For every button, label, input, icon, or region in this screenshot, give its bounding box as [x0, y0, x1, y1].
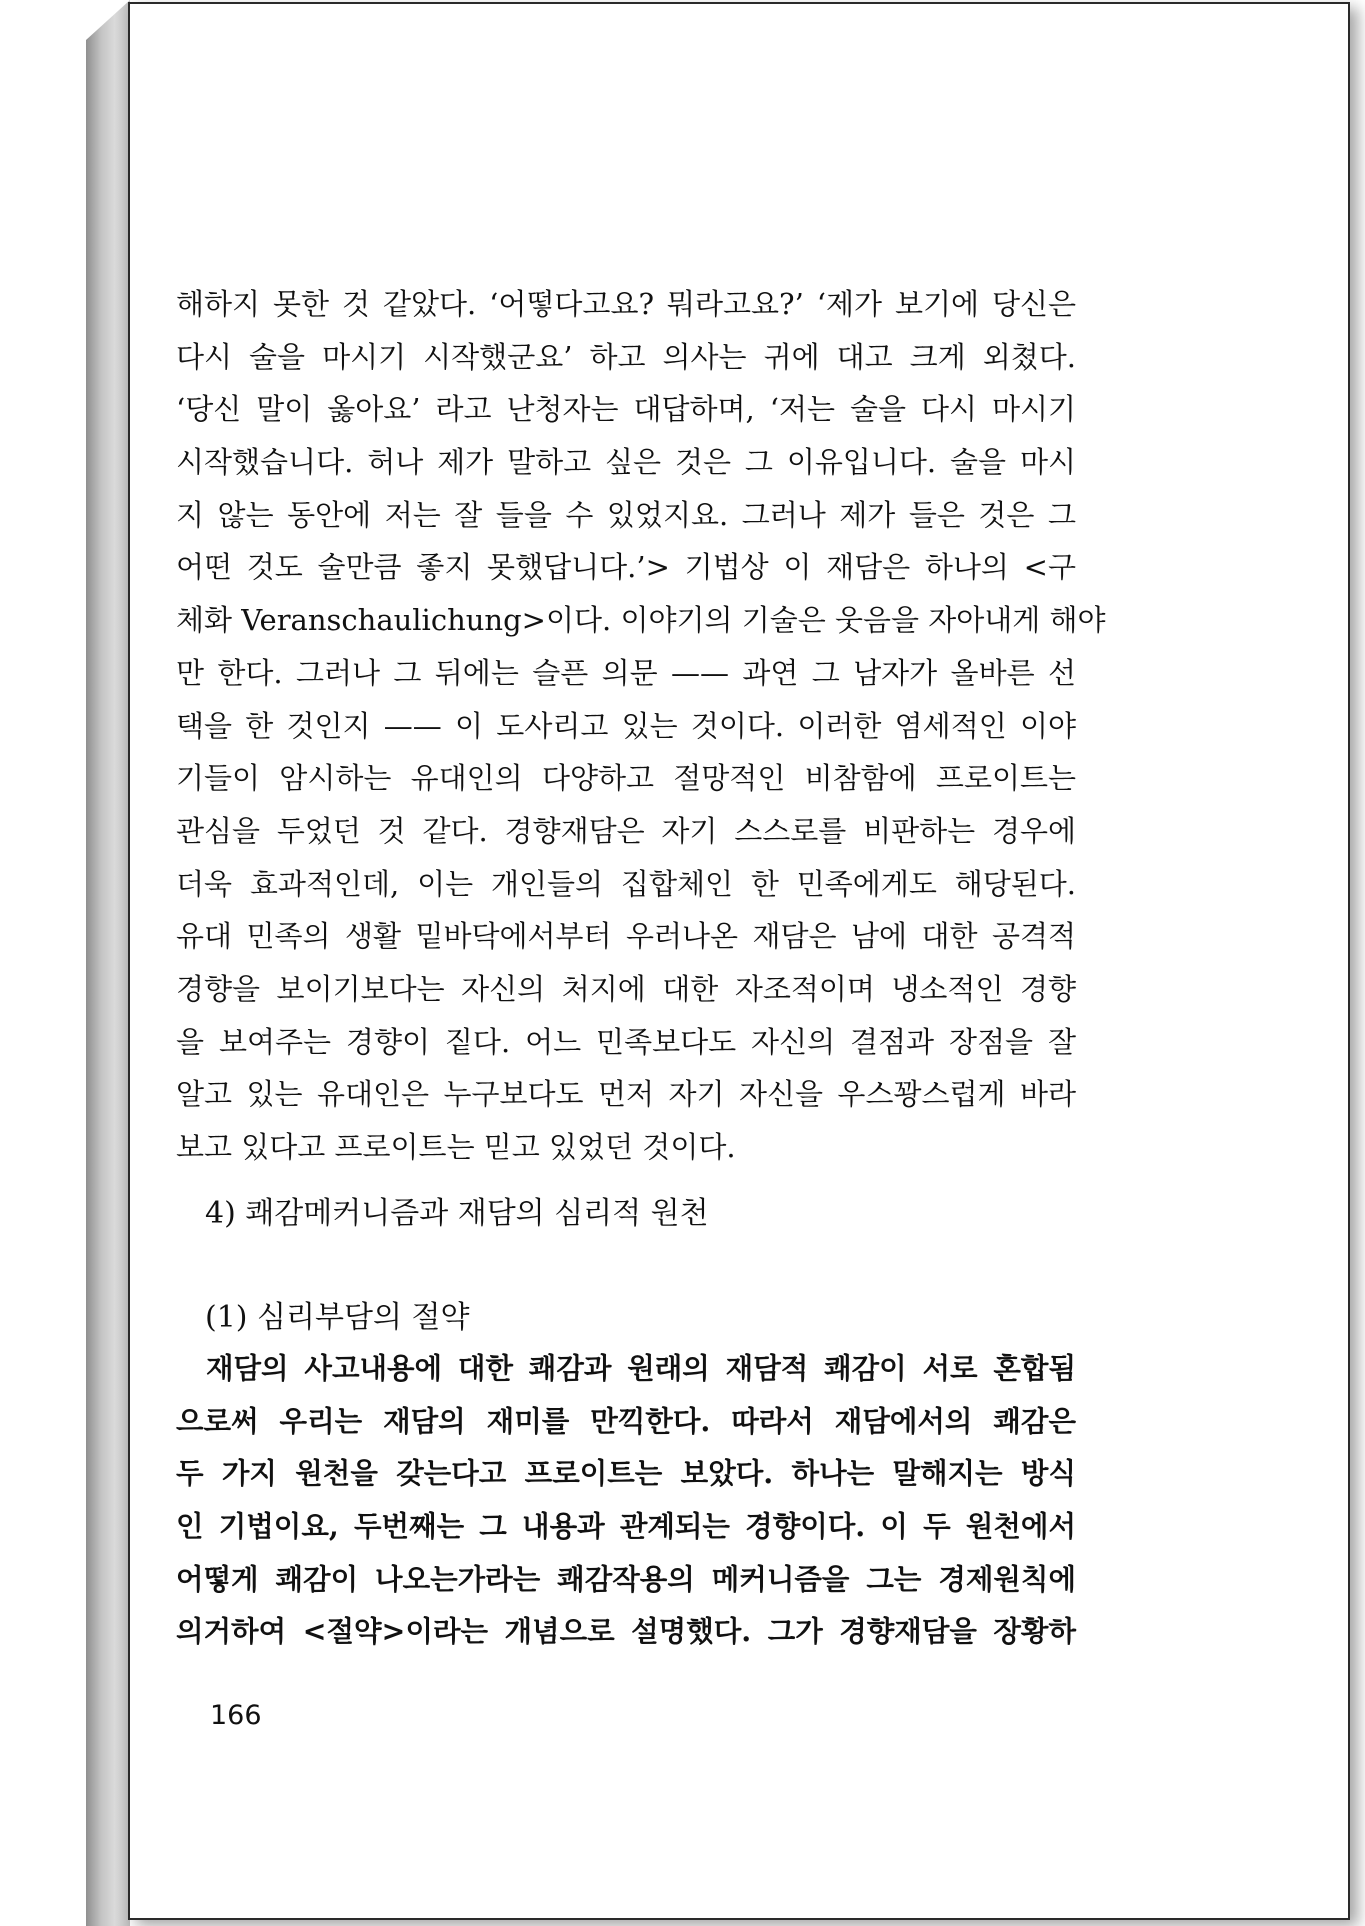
text-line: 보고 있다고 프로이트는 믿고 있었던 것이다. [176, 1130, 736, 1164]
book-spine [86, 0, 130, 1926]
text-line: 어떤 것도 술만큼 좋지 못했답니다.’> 기법상 이 재담은 하나의 <구 [176, 550, 1076, 585]
page-number: 166 [210, 1700, 262, 1731]
text-line: 다시 술을 마시기 시작했군요’ 하고 의사는 귀에 대고 크게 외쳤다. [176, 339, 1076, 374]
text-line: 인 기법이요, 두번째는 그 내용과 관계되는 경향이다. 이 두 원천에서 [176, 1509, 1076, 1544]
body-paragraph-1 [176, 278, 1106, 1174]
sub-heading: (1) 심리부담의 절약 [205, 1300, 470, 1335]
text-line: 만 한다. 그러나 그 뒤에는 슬픈 의문 —— 과연 그 남자가 올바른 선 [176, 655, 1076, 690]
text-line: 유대 민족의 생활 밑바닥에서부터 우러나온 재담은 남에 대한 공격적 [176, 919, 1076, 954]
text-line: 택을 한 것인지 —— 이 도사리고 있는 것이다. 이러한 염세적인 이야 [176, 708, 1076, 743]
text-line: 두 가지 원천을 갖는다고 프로이트는 보았다. 하나는 말해지는 방식 [176, 1456, 1076, 1491]
text-line: 지 않는 동안에 저는 잘 들을 수 있었지요. 그러나 제가 들은 것은 그 [176, 497, 1076, 532]
text-line: 기들이 암시하는 유대인의 다양하고 절망적인 비참함에 프로이트는 [176, 761, 1076, 796]
section-heading: 4) 쾌감메커니즘과 재담의 심리적 원천 [205, 1196, 709, 1231]
body-paragraph-2 [176, 1342, 1076, 1658]
text-line: 알고 있는 유대인은 누구보다도 먼저 자기 자신을 우스꽝스럽게 바라 [176, 1077, 1076, 1112]
text-line: 어떻게 쾌감이 나오는가라는 쾌감작용의 메커니즘을 그는 경제원칙에 [176, 1561, 1076, 1596]
text-line: 재담의 사고내용에 대한 쾌감과 원래의 재담적 쾌감이 서로 혼합됨 [206, 1351, 1076, 1385]
text-line: 의거하여 <절약>이라는 개념으로 설명했다. 그가 경향재담을 장황하 [176, 1614, 1076, 1649]
text-line: ‘당신 말이 옳아요’ 라고 난청자는 대답하며, ‘저는 술을 다시 마시기 [176, 392, 1076, 427]
text-line: 관심을 두었던 것 같다. 경향재담은 자기 스스로를 비판하는 경우에 [176, 813, 1076, 848]
text-line: 을 보여주는 경향이 짙다. 어느 민족보다도 자신의 결점과 장점을 잘 [176, 1024, 1076, 1059]
text-line: 으로써 우리는 재담의 재미를 만끽한다. 따라서 재담에서의 쾌감은 [176, 1403, 1076, 1438]
text-line: 해하지 못한 것 같았다. ‘어떻다고요? 뭐라고요?’ ‘제가 보기에 당신은 [176, 287, 1076, 321]
text-line: 더욱 효과적인데, 이는 개인들의 집합체인 한 민족에게도 해당된다. [176, 866, 1076, 901]
text-line: 경향을 보이기보다는 자신의 처지에 대한 자조적이며 냉소적인 경향 [176, 971, 1076, 1006]
text-line: 시작했습니다. 허나 제가 말하고 싶은 것은 그 이유입니다. 술을 마시 [176, 445, 1076, 480]
text-line: 체화 Veranschaulichung>이다. 이야기의 기술은 웃음을 자아내게 해야 [176, 603, 1106, 638]
